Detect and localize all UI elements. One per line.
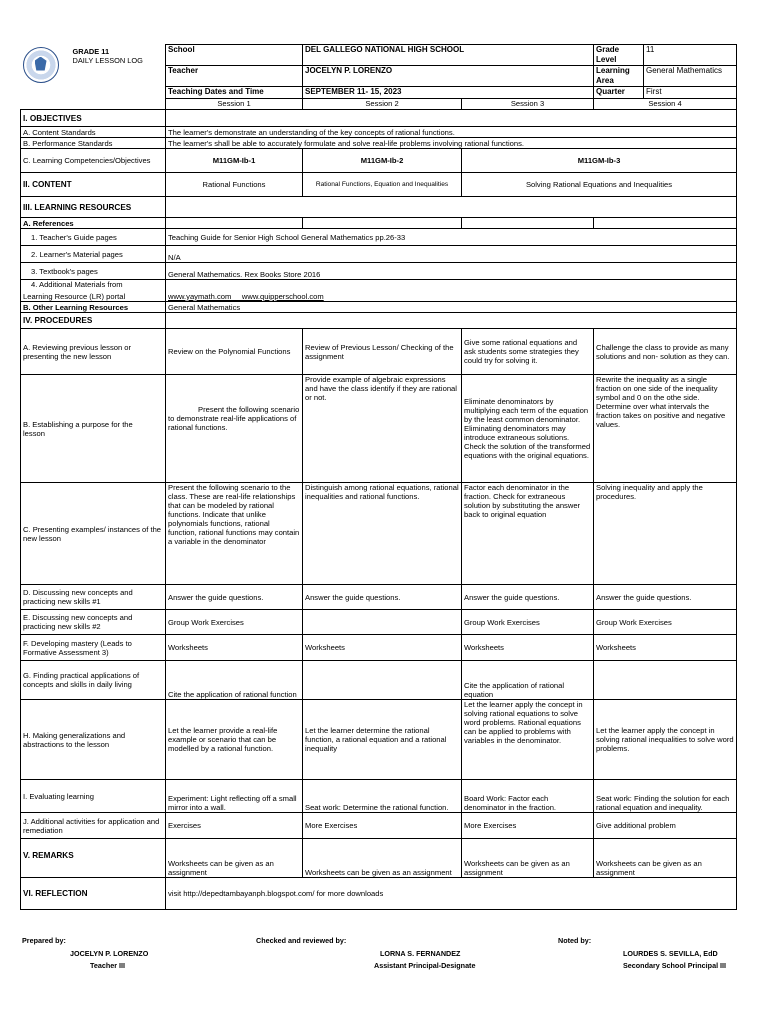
teacher-label: Teacher (166, 66, 303, 87)
procedure-f-s3: Worksheets (462, 635, 594, 661)
procedure-b-s4: Rewrite the inequality as a single fraction on one side of the inequality symbol and 0 on the othe side. Determine over what intervals the fraction takes on positive and negative values. (594, 375, 737, 483)
procedure-h-label: H. Making generalizations and abstractions to the lesson (21, 700, 166, 780)
procedure-c-label: C. Presenting examples/ instances of the new lesson (21, 483, 166, 585)
procedure-g-s2 (303, 661, 462, 700)
procedure-g-label: G. Finding practical applications of concepts and skills in daily living (21, 661, 166, 700)
procedure-e-s3: Group Work Exercises (462, 610, 594, 635)
quarter-label: Quarter (594, 87, 644, 99)
content-heading: II. CONTENT (21, 173, 166, 197)
procedure-e-s4: Group Work Exercises (594, 610, 737, 635)
prepared-role: Teacher III (90, 961, 126, 970)
noted-role: Secondary School Principal III (623, 961, 727, 970)
school-value: DEL GALLEGO NATIONAL HIGH SCHOOL (303, 45, 594, 66)
grade-title: GRADE 11 (72, 46, 110, 56)
competencies-label: C. Learning Competencies/Objectives (21, 149, 166, 173)
procedure-i-s1: Experiment: Light reflecting off a small mirror into a wall. (166, 780, 303, 813)
session-1-header: Session 1 (166, 99, 303, 110)
procedure-d-s2: Answer the guide questions. (303, 585, 462, 610)
remarks-s3: Worksheets can be given as an assignment (462, 839, 594, 878)
procedure-f-s2: Worksheets (303, 635, 462, 661)
reflection-heading: VI. REFLECTION (21, 878, 166, 910)
procedure-j-s4: Give additional problem (594, 813, 737, 839)
procedure-d-label: D. Discussing new concepts and practicing new skills #1 (21, 585, 166, 610)
procedure-b-s2: Provide example of algebraic expressions and have the class identify if they are rational or not. (303, 375, 462, 483)
checked-name: LORNA S. FERNANDEZ (380, 949, 461, 958)
procedure-a-s4: Challenge the class to provide as many solutions and non- solution as they can. (594, 329, 737, 375)
lr-portal-links[interactable]: www.yaymath.com www.quipperschool.com (166, 280, 737, 302)
grade-level-label: Grade Level (594, 45, 644, 66)
session-3-header: Session 3 (462, 99, 594, 110)
procedure-c-s1: Present the following scenario to the class. These are real-life relationships that can be modeled by rational functions. Indicate that unlike polynomials functions, rational function, rational functions may contain a variable in the denominator (166, 483, 303, 585)
lesson-log-sheet (20, 44, 736, 910)
checked-role: Assistant Principal-Designate (374, 961, 476, 970)
noted-label: Noted by: (558, 936, 592, 945)
procedure-d-s4: Answer the guide questions. (594, 585, 737, 610)
procedure-g-s1: Cite the application of rational function (166, 661, 303, 700)
quarter-value: First (644, 87, 737, 99)
signature-footer (20, 936, 736, 976)
procedures-heading: IV. PROCEDURES (21, 313, 166, 329)
deped-seal-icon (23, 47, 59, 83)
procedure-j-s2: More Exercises (303, 813, 462, 839)
lr-portal-label-bottom: Learning Resource (LR) portal (23, 292, 126, 301)
remarks-s1: Worksheets can be given as an assignment (166, 839, 303, 878)
competency-code-2: M11GM-Ib-2 (303, 149, 462, 173)
prepared-name: JOCELYN P. LORENZO (70, 949, 149, 958)
lr-portal-label (21, 280, 166, 302)
procedure-b-label: B. Establishing a purpose for the lesson (21, 375, 166, 483)
dates-value: SEPTEMBER 11- 15, 2023 (303, 87, 594, 99)
procedure-f-s4: Worksheets (594, 635, 737, 661)
remarks-s4: Worksheets can be given as an assignment (594, 839, 737, 878)
content-item-1: Rational Functions (166, 173, 303, 197)
procedure-b-s3: Eliminate denominators by multiplying each term of the equation by the least common denominator. Eliminating denominators may introduce extraneous solutions. Check the solution of the transformed equations with the original equations. (462, 375, 594, 483)
procedure-i-s2: Seat work: Determine the rational function. (303, 780, 462, 813)
procedure-f-s1: Worksheets (166, 635, 303, 661)
procedure-a-s3: Give some rational equations and ask students some strategies they could try for solving it. (462, 329, 594, 375)
performance-standards-label: B. Performance Standards (21, 138, 166, 149)
teachers-guide-label: 1. Teacher's Guide pages (21, 229, 166, 246)
remarks-heading: V. REMARKS (21, 839, 166, 878)
procedure-g-s3: Cite the application of rational equation (462, 661, 594, 700)
header-brand (21, 45, 166, 99)
procedure-h-s3: Let the learner apply the concept in solving rational equations to solve word problems. Rational equations can be applied to problems with variables in the denominator. (462, 700, 594, 780)
procedure-d-s1: Answer the guide questions. (166, 585, 303, 610)
procedure-j-s3: More Exercises (462, 813, 594, 839)
references-label: A. References (21, 218, 166, 229)
teacher-value: JOCELYN P. LORENZO (303, 66, 594, 87)
competency-code-1: M11GM-Ib-1 (166, 149, 303, 173)
lr-portal-label-top: 4. Additional Materials from (31, 280, 123, 289)
procedure-i-s4: Seat work: Finding the solution for each rational equation and inequality. (594, 780, 737, 813)
resources-heading: III. LEARNING RESOURCES (21, 197, 166, 218)
lesson-log-table (20, 44, 737, 910)
procedure-c-s3: Factor each denominator in the fraction. Check for extraneous solution by substituting the answer back to original equation (462, 483, 594, 585)
log-type-title: DAILY LESSON LOG (72, 55, 143, 65)
dates-label: Teaching Dates and Time (166, 87, 303, 99)
procedure-i-label: I. Evaluating learning (21, 780, 166, 813)
learners-material-label: 2. Learner's Material pages (21, 246, 166, 263)
procedure-j-s1: Exercises (166, 813, 303, 839)
procedure-h-s1: Let the learner provide a real-life example or scenario that can be modelled by a rational function. (166, 700, 303, 780)
procedure-b-s1: Present the following scenario to demonstrate real-life applications of rational functions. (166, 375, 303, 483)
competency-code-3: M11GM-Ib-3 (462, 149, 737, 173)
procedure-h-s2: Let the learner determine the rational function, a rational equation and a rational inequality (303, 700, 462, 780)
content-item-3: Solving Rational Equations and Inequalities (462, 173, 737, 197)
procedure-i-s3: Board Work: Factor each denominator in the fraction. (462, 780, 594, 813)
content-standards-label: A. Content Standards (21, 127, 166, 138)
noted-name: LOURDES S. SEVILLA, EdD (623, 949, 718, 958)
procedure-d-s3: Answer the guide questions. (462, 585, 594, 610)
procedure-c-s2: Distinguish among rational equations, rational inequalities and rational functions. (303, 483, 462, 585)
textbook-label: 3. Textbook's pages (21, 263, 166, 280)
session-4-header: Session 4 (594, 99, 737, 110)
learning-area-value: General Mathematics (644, 66, 737, 87)
checked-label: Checked and reviewed by: (256, 936, 347, 945)
performance-standards-value: The learner's shall be able to accurately formulate and solve real-life problems involving rational functions. (166, 138, 737, 149)
remarks-s2: Worksheets can be given as an assignment (303, 839, 462, 878)
procedure-a-s1: Review on the Polynomial Functions (166, 329, 303, 375)
grade-level-value: 11 (644, 45, 737, 66)
procedure-c-s4: Solving inequality and apply the procedures. (594, 483, 737, 585)
procedure-a-s2: Review of Previous Lesson/ Checking of the assignment (303, 329, 462, 375)
prepared-label: Prepared by: (22, 936, 66, 945)
procedure-g-s4 (594, 661, 737, 700)
session-2-header: Session 2 (303, 99, 462, 110)
reflection-text: visit http://depedtambayanph.blogspot.com/ for more downloads (166, 878, 737, 910)
learning-area-label: Learning Area (594, 66, 644, 87)
school-label: School (166, 45, 303, 66)
teachers-guide-value: Teaching Guide for Senior High School General Mathematics pp.26-33 (166, 229, 737, 246)
content-item-2: Rational Functions, Equation and Inequalities (303, 173, 462, 197)
procedure-e-s2 (303, 610, 462, 635)
procedure-e-label: E. Discussing new concepts and practicing new skills #2 (21, 610, 166, 635)
learners-material-value: N/A (166, 246, 737, 263)
other-resources-label: B. Other Learning Resources (21, 302, 166, 313)
procedure-f-label: F. Developing mastery (Leads to Formative Assessment 3) (21, 635, 166, 661)
procedure-h-s4: Let the learner apply the concept in solving rational inequalities to solve word problems. (594, 700, 737, 780)
procedure-e-s1: Group Work Exercises (166, 610, 303, 635)
procedure-j-label: J. Additional activities for application and remediation (21, 813, 166, 839)
textbook-value: General Mathematics. Rex Books Store 2016 (166, 263, 737, 280)
objectives-heading: I. OBJECTIVES (21, 110, 166, 127)
content-standards-value: The learner's demonstrate an understanding of the key concepts of rational functions. (166, 127, 737, 138)
procedure-a-label: A. Reviewing previous lesson or presenting the new lesson (21, 329, 166, 375)
other-resources-value: General Mathematics (166, 302, 737, 313)
